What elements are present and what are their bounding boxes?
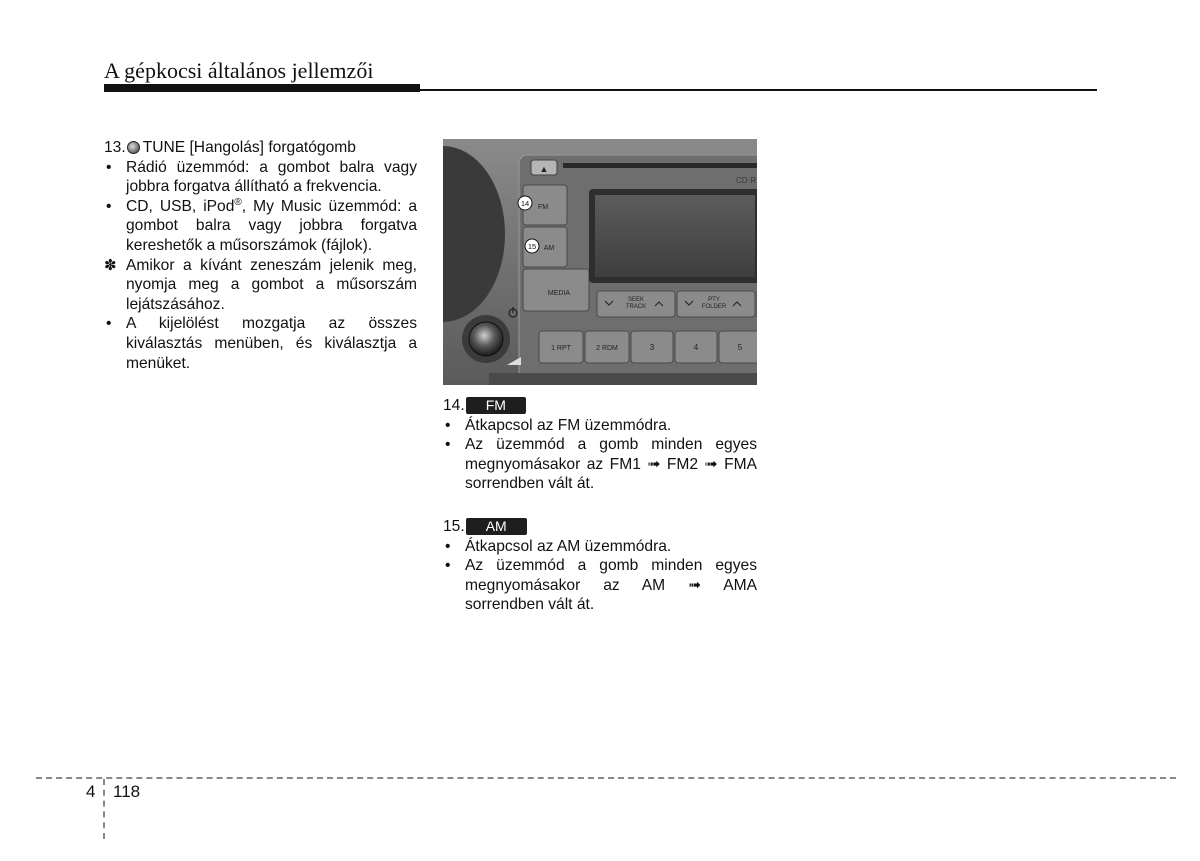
audio-unit-photo xyxy=(443,139,757,385)
note xyxy=(104,256,417,315)
tune-knob-icon xyxy=(127,141,140,154)
item-14-section xyxy=(443,396,757,494)
media-button-label: MEDIA xyxy=(547,290,571,297)
cd-bullet-before: CD, USB, iPod xyxy=(126,197,235,215)
page-number: 118 xyxy=(113,782,141,801)
list-item: • Rádió üzemmód: a gombot balra vagy jobbra forgatva állítható a frekvencia. xyxy=(104,158,417,197)
item-13-bullets xyxy=(104,158,417,256)
preset-label-2: 2 RDM xyxy=(596,345,618,352)
list-item xyxy=(104,197,417,256)
pty-label-top: PTY xyxy=(708,297,720,303)
footer-divider xyxy=(36,777,1176,779)
fm-button-label: FM xyxy=(537,204,549,211)
preset-label-1: 1 RPT xyxy=(551,345,571,352)
preset-label-3: 3 xyxy=(649,343,655,352)
list-item: • Az üzemmód a gomb minden egyes megnyomásakor az AM ➟ AMA sorrendben vált át. xyxy=(443,556,757,615)
callout-14-label: 14 xyxy=(520,199,530,208)
header-rule-thin xyxy=(420,89,1097,91)
pty-label-bottom: FOLDER xyxy=(701,304,727,310)
cd-slot xyxy=(563,163,757,168)
section-number: 4 xyxy=(86,782,96,801)
seek-label-bottom: TRACK xyxy=(625,304,647,310)
am-button-badge: AM xyxy=(466,518,527,535)
item-15-heading xyxy=(443,517,757,537)
eject-icon: ▲ xyxy=(539,164,549,174)
registered-mark: ® xyxy=(234,196,242,208)
preset-label-4: 4 xyxy=(693,343,699,352)
panel-lower-trim xyxy=(489,373,757,385)
am-button-label: AM xyxy=(543,245,555,252)
item-15-section xyxy=(443,517,757,615)
fm-button-badge: FM xyxy=(466,397,526,414)
item-14-bullets xyxy=(443,416,757,494)
list-item: • Átkapcsol az FM üzemmódra. xyxy=(443,416,757,436)
left-column xyxy=(104,138,417,373)
audio-unit-illustration xyxy=(443,139,757,385)
item-14-number: 14. xyxy=(443,397,465,414)
callout-15-label: 15 xyxy=(527,242,537,251)
item-13-number: 13. xyxy=(104,139,126,156)
item-13-title: TUNE [Hangolás] forgatógomb xyxy=(142,139,356,156)
item-13-heading xyxy=(104,138,417,158)
cd-logo: CD·R xyxy=(736,176,756,185)
list-item: • Átkapcsol az AM üzemmódra. xyxy=(443,537,757,557)
item-15-bullets xyxy=(443,537,757,615)
display-screen xyxy=(595,195,755,277)
cd-bullet-after: , My Music üzemmód: a gombot balra vagy jobbra forgatva kereshetők a műsorszámok (fájlok). xyxy=(126,197,417,254)
page-header-title: A gépkocsi általános jellemzői xyxy=(104,58,374,83)
seek-label-top: SEEK xyxy=(627,297,645,303)
footer-vertical-divider xyxy=(103,779,105,839)
power-volume-knob[interactable] xyxy=(469,322,503,356)
item-13-bullets-extra xyxy=(104,314,417,373)
note-text: Amikor a kívánt zeneszám jelenik meg, nyomja meg a gombot a műsorszám lejátszásához. xyxy=(126,256,417,313)
list-item: • Az üzemmód a gomb minden egyes megnyomásakor az FM1 ➟ FM2 ➟ FMA sorrendben vált át. xyxy=(443,435,757,494)
header-rule-thick xyxy=(104,84,420,92)
item-15-number: 15. xyxy=(443,518,465,535)
item-14-heading xyxy=(443,396,757,416)
list-item: • A kijelölést mozgatja az összes kiválasztás menüben, és kiválasztja a menüket. xyxy=(104,314,417,373)
preset-label-5: 5 xyxy=(737,343,743,352)
note-mark-icon: ✽ xyxy=(104,256,117,274)
